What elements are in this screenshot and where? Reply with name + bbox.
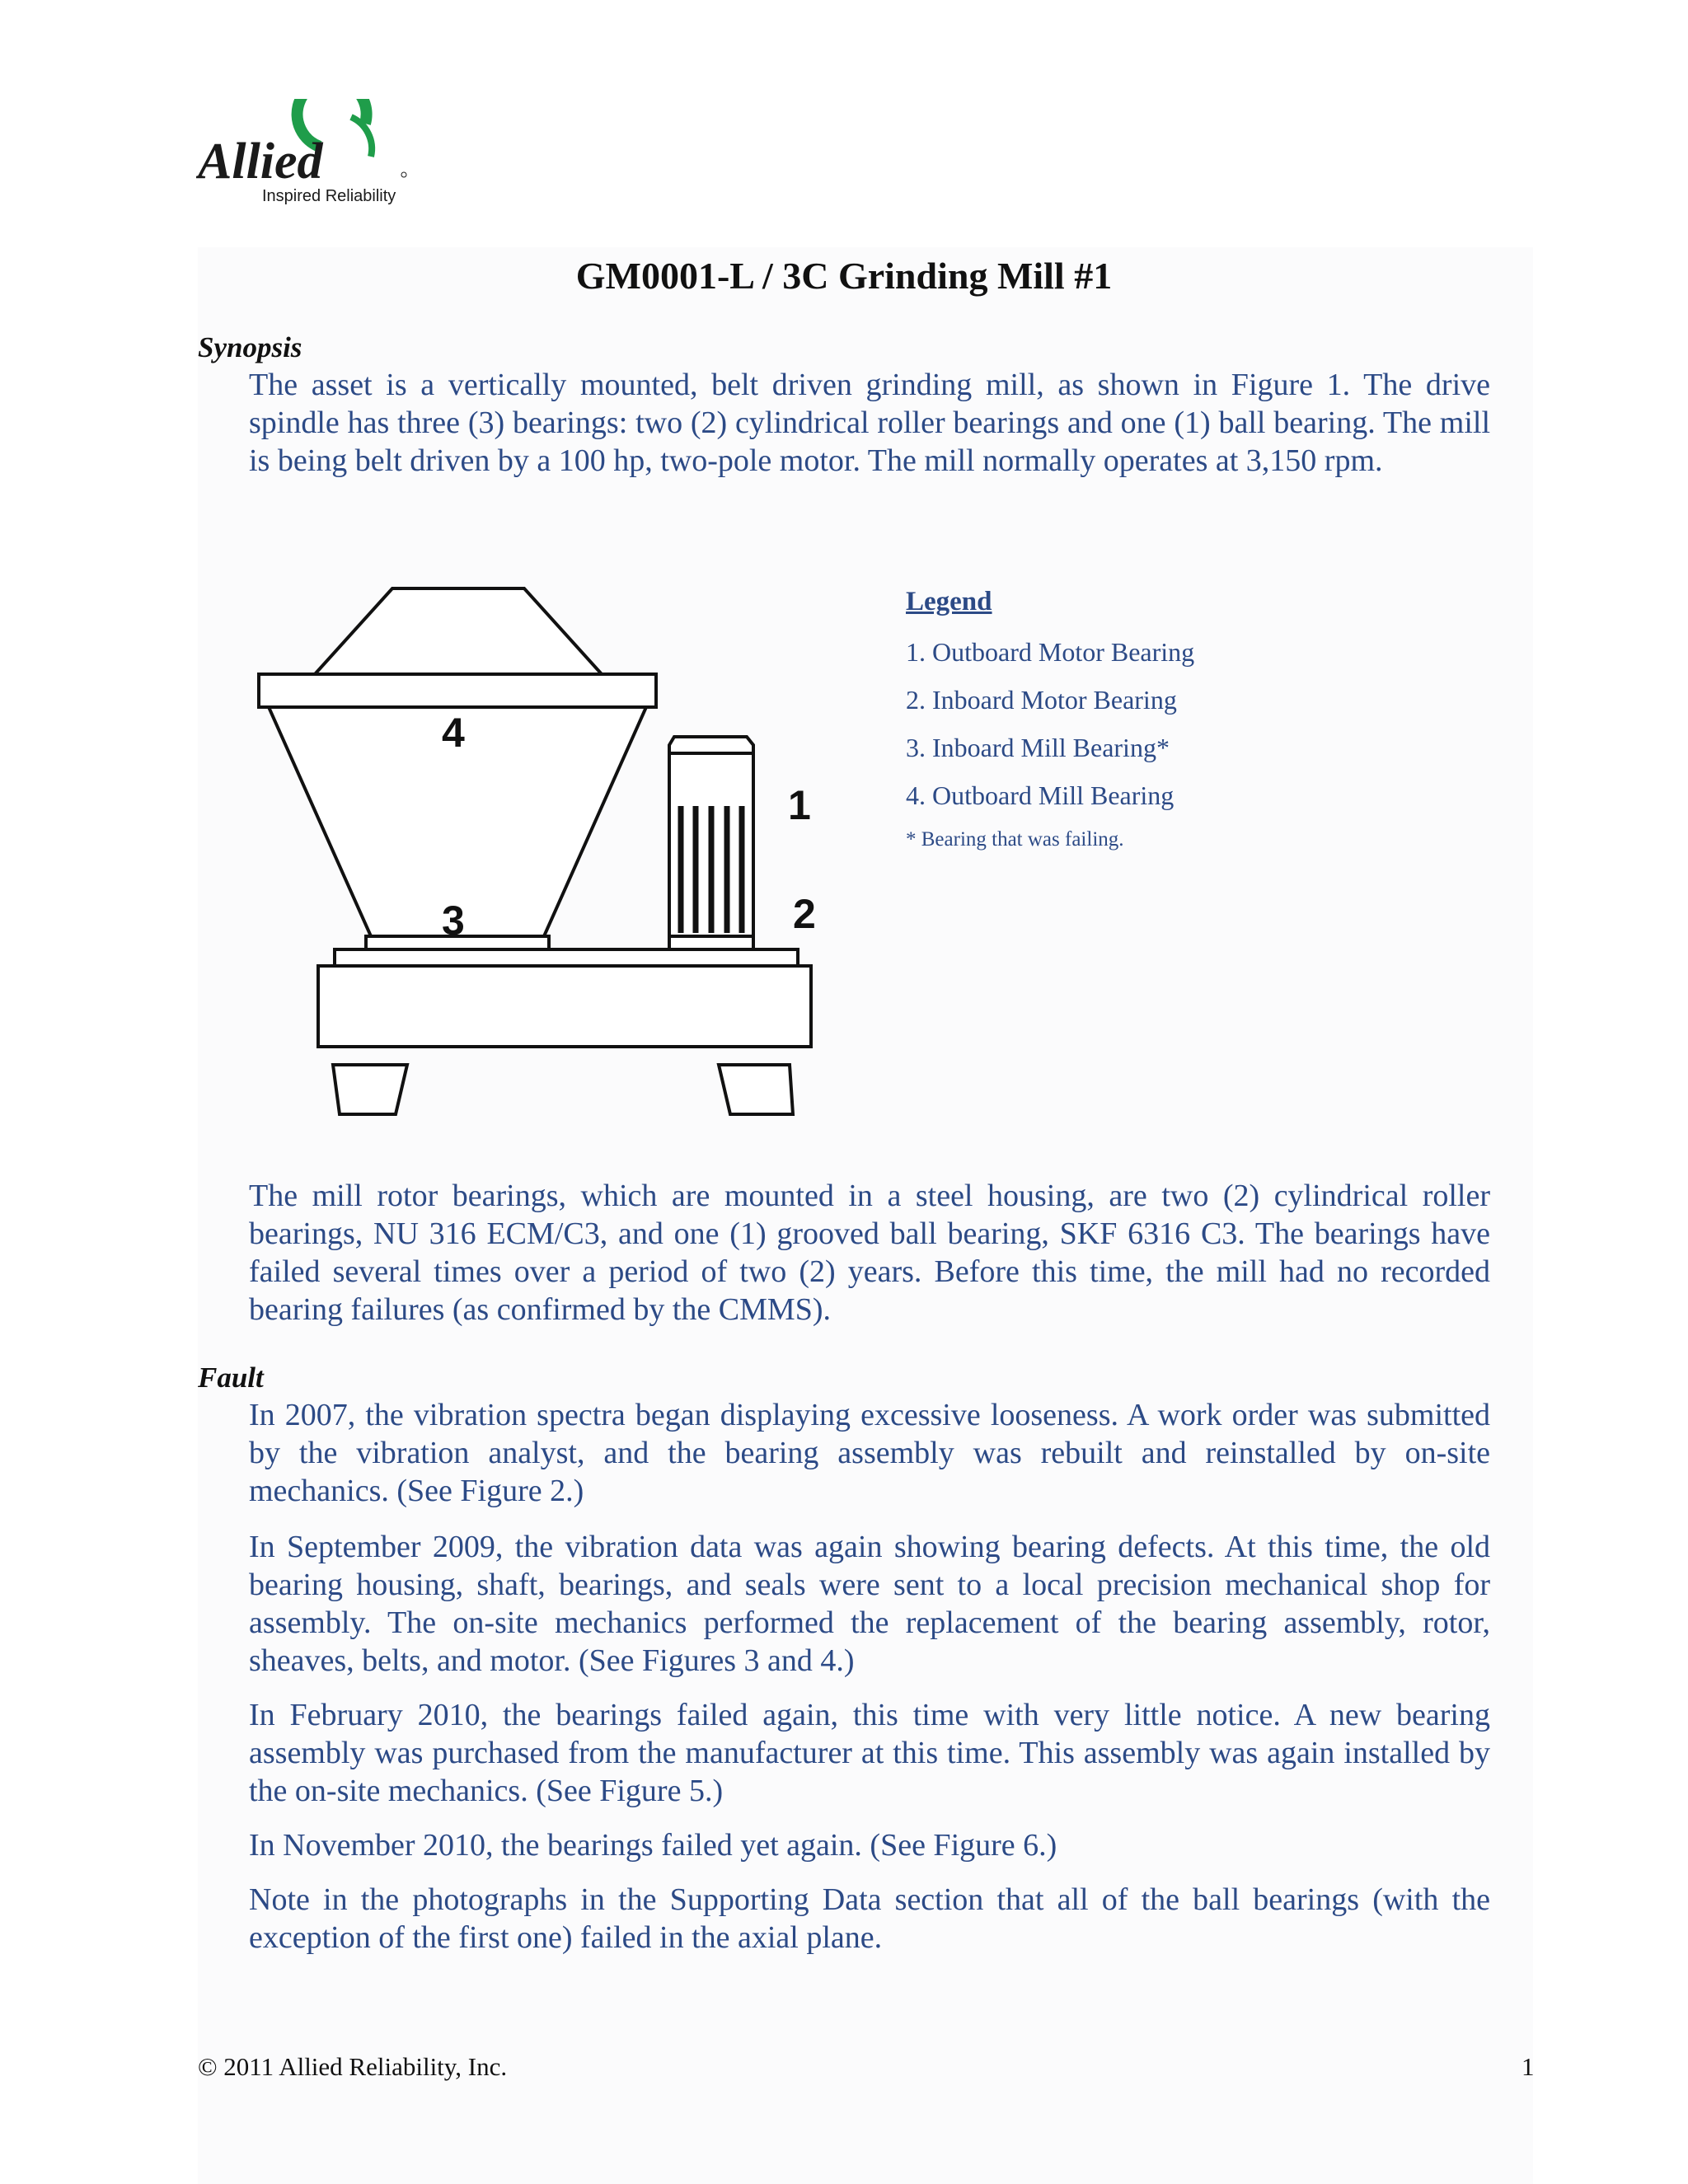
fault-paragraph-5: Note in the photographs in the Supporting Data section that all of the ball bearings (with the exception of the first one) failed in the axial plane. (249, 1882, 1490, 1955)
fault-paragraph-2: In September 2009, the vibration data was again showing bearing defects. At this time, the old bearing housing, shaft, bearings, and seals were sent to a local precision mechanical shop for assembly. The on-site mechanics performed the replacement of the bearing assembly, rotor, sheaves, belts, and motor. (See Figures 3 and 4.) (249, 1530, 1490, 1678)
label-4: 4 (442, 710, 465, 756)
allied-logo (196, 99, 410, 210)
motor-base-plate (669, 936, 753, 949)
legend-title: Legend (906, 587, 992, 616)
base-top-plate (335, 949, 798, 966)
synopsis-heading: Synopsis (198, 331, 302, 363)
legend-note: * Bearing that was failing. (906, 828, 1124, 851)
fault-heading: Fault (198, 1361, 264, 1394)
hopper-lid (315, 588, 602, 674)
grinding-mill-diagram (247, 577, 841, 1121)
page-number: 1 (1522, 2052, 1535, 2081)
svg-text:Inspired Reliability: Inspired Reliability (262, 187, 396, 205)
label-2: 2 (793, 891, 816, 937)
legend-item: 3. Inboard Mill Bearing* (906, 733, 1170, 762)
base-housing (318, 966, 811, 1047)
synopsis-paragraph-2: The mill rotor bearings, which are mounted in a steel housing, are two (2) cylindrical roller bearings, NU 316 ECM/C3, and one (1) grooved ball bearing, SKF 6316 C3. The bearings have failed several times over a period of two (2) years. Before this time, the mill had no recorded bearing failures (as confirmed by the CMMS). (249, 1179, 1490, 1327)
label-3: 3 (442, 898, 465, 944)
footer-copyright: © 2011 Allied Reliability, Inc. (198, 2052, 508, 2081)
document-title: GM0001-L / 3C Grinding Mill #1 (575, 255, 1113, 297)
svg-text:Allied: Allied (198, 134, 323, 190)
motor-cap (669, 737, 753, 753)
legend-item: 4. Outboard Mill Bearing (906, 780, 1175, 810)
fault-paragraph-4: In November 2010, the bearings failed yet again. (See Figure 6.) (249, 1828, 1057, 1863)
synopsis-paragraph-1: The asset is a vertically mounted, belt driven grinding mill, as shown in Figure 1. The drive spindle has three (3) bearings: two (2) cylindrical roller bearings and one (1) ball bearing. The mill is being belt driven by a 100 hp, two-pole motor. The mill normally operates at 3,150 rpm. (249, 368, 1490, 478)
label-1: 1 (788, 782, 811, 828)
right-leg (719, 1065, 793, 1114)
fault-paragraph-1: In 2007, the vibration spectra began displaying excessive looseness. A work order was submitted by the vibration analyst, and the bearing assembly was rebuilt and reinstalled by on-site mechanics. (See Figure 2.) (249, 1398, 1490, 1508)
hopper-rim (259, 674, 656, 707)
legend-item: 2. Inboard Motor Bearing (906, 685, 1177, 715)
fault-paragraph-3: In February 2010, the bearings failed again, this time with very little notice. A new bearing assembly was purchased from the manufacturer at this time. This assembly was again installed by the on-site mechanics. (See Figure 5.) (249, 1698, 1490, 1808)
legend (906, 587, 1194, 851)
legend-item: 1. Outboard Motor Bearing (906, 637, 1195, 667)
left-leg (333, 1065, 407, 1114)
